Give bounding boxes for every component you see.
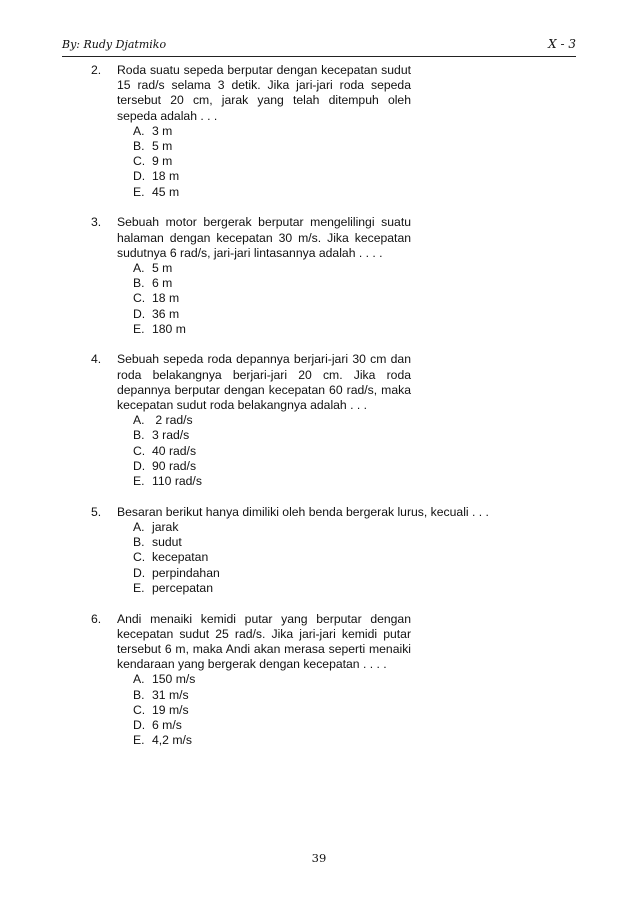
option-text: 150 m/s bbox=[152, 672, 196, 687]
option-c bbox=[133, 703, 547, 718]
option-d bbox=[133, 566, 547, 581]
option-e bbox=[133, 581, 547, 596]
option-label: E. bbox=[133, 580, 145, 595]
question-number: 6. bbox=[91, 611, 102, 626]
question-text: Roda suatu sepeda berputar dengan kecepatan sudut 15 rad/s selama 3 detik. Jika jari-jari roda sepeda tersebut 20 cm, jarak yang telah ditempuh oleh sepeda adalah . . . bbox=[117, 63, 411, 123]
option-text: 4,2 m/s bbox=[152, 733, 192, 748]
option-label: C. bbox=[133, 702, 146, 717]
option-a bbox=[133, 261, 547, 276]
option-label: E. bbox=[133, 733, 145, 748]
question-number: 4. bbox=[91, 352, 102, 367]
option-b bbox=[133, 276, 547, 291]
question-text: Sebuah motor bergerak berputar mengelilingi suatu halaman dengan kecepatan 30 m/s. Jika kecepatan sudutnya 6 rad/s, jari-jari lintasannya adalah . . . . bbox=[117, 215, 411, 260]
option-text: jarak bbox=[152, 519, 179, 534]
option-text: 19 m/s bbox=[152, 702, 189, 717]
option-text: 90 rad/s bbox=[152, 458, 197, 473]
option-d bbox=[133, 718, 547, 733]
option-label: C. bbox=[133, 550, 146, 565]
option-d bbox=[133, 459, 547, 474]
question-text: Andi menaiki kemidi putar yang berputar dengan kecepatan sudut 25 rad/s. Jika jari-jari kemidi putar tersebut 6 m, maka Andi akan merasa seperti menaiki kendaraan yang bergerak dengan kecepatan . . . . bbox=[117, 611, 411, 672]
option-text: 18 m bbox=[152, 169, 180, 184]
option-label: C. bbox=[133, 443, 146, 458]
option-text: 40 rad/s bbox=[152, 443, 197, 458]
option-d bbox=[133, 307, 547, 322]
option-label: A. bbox=[133, 123, 145, 138]
option-c bbox=[133, 444, 547, 459]
option-list bbox=[133, 413, 547, 489]
option-a bbox=[133, 520, 547, 535]
option-label: B. bbox=[133, 428, 145, 443]
option-c bbox=[133, 154, 547, 169]
chapter-label: X - 3 bbox=[548, 37, 576, 51]
option-label: D. bbox=[133, 565, 146, 580]
option-c bbox=[133, 550, 547, 565]
author-name: By: Rudy Djatmiko bbox=[62, 38, 167, 51]
option-text: 3 rad/s bbox=[152, 428, 190, 443]
option-text: 31 m/s bbox=[152, 687, 189, 702]
question-5 bbox=[91, 505, 547, 596]
question-6 bbox=[91, 612, 547, 749]
question-text: Besaran berikut hanya dimiliki oleh benda bergerak lurus, kecuali . . . bbox=[117, 504, 489, 519]
option-label: A. bbox=[133, 413, 145, 428]
question-2 bbox=[91, 63, 547, 200]
option-text: 36 m bbox=[152, 306, 180, 321]
option-text: 110 rad/s bbox=[152, 474, 202, 489]
question-number: 3. bbox=[91, 215, 102, 230]
option-text: kecepatan bbox=[152, 550, 209, 565]
option-text: percepatan bbox=[152, 580, 213, 595]
option-b bbox=[133, 139, 547, 154]
option-list bbox=[133, 261, 547, 337]
option-b bbox=[133, 428, 547, 443]
page-header bbox=[62, 36, 576, 57]
option-e bbox=[133, 185, 547, 200]
option-label: B. bbox=[133, 535, 145, 550]
option-label: B. bbox=[133, 687, 145, 702]
option-text: 18 m bbox=[152, 291, 180, 306]
option-b bbox=[133, 535, 547, 550]
option-text: sudut bbox=[152, 535, 182, 550]
question-number: 2. bbox=[91, 63, 102, 77]
option-text: 9 m bbox=[152, 154, 173, 169]
option-label: D. bbox=[133, 458, 146, 473]
option-label: C. bbox=[133, 154, 146, 169]
option-a bbox=[133, 413, 547, 428]
option-label: E. bbox=[133, 184, 145, 199]
question-number: 5. bbox=[91, 504, 102, 519]
option-list bbox=[133, 124, 547, 200]
option-text: 6 m bbox=[152, 276, 173, 291]
option-text: 2 rad/s bbox=[152, 413, 193, 428]
option-label: D. bbox=[133, 169, 146, 184]
option-text: 5 m bbox=[152, 139, 173, 154]
option-e bbox=[133, 733, 547, 748]
option-text: 45 m bbox=[152, 184, 180, 199]
option-b bbox=[133, 688, 547, 703]
option-a bbox=[133, 672, 547, 687]
option-label: C. bbox=[133, 291, 146, 306]
question-list bbox=[91, 63, 547, 764]
option-text: 5 m bbox=[152, 260, 173, 275]
option-text: perpindahan bbox=[152, 565, 220, 580]
option-list bbox=[133, 672, 547, 748]
option-d bbox=[133, 169, 547, 184]
option-list bbox=[133, 520, 547, 596]
option-text: 3 m bbox=[152, 123, 173, 138]
option-e bbox=[133, 322, 547, 337]
page-number: 39 bbox=[311, 851, 327, 865]
option-label: E. bbox=[133, 321, 145, 336]
option-a bbox=[133, 124, 547, 139]
question-3 bbox=[91, 215, 547, 337]
option-label: A. bbox=[133, 519, 145, 534]
option-text: 6 m/s bbox=[152, 717, 182, 732]
option-text: 180 m bbox=[152, 321, 186, 336]
option-label: D. bbox=[133, 717, 146, 732]
option-label: B. bbox=[133, 139, 145, 154]
option-label: E. bbox=[133, 474, 145, 489]
option-label: A. bbox=[133, 672, 145, 687]
option-e bbox=[133, 474, 547, 489]
option-c bbox=[133, 291, 547, 306]
option-label: A. bbox=[133, 260, 145, 275]
option-label: B. bbox=[133, 276, 145, 291]
question-text: Sebuah sepeda roda depannya berjari-jari 30 cm dan roda belakangnya berjari-jari 20 cm. Jika roda depannya berputar dengan kecepatan 60 rad/s, maka kecepatan sudut roda belakangnya adalah . . . bbox=[117, 352, 411, 413]
question-4 bbox=[91, 352, 547, 489]
option-label: D. bbox=[133, 306, 146, 321]
